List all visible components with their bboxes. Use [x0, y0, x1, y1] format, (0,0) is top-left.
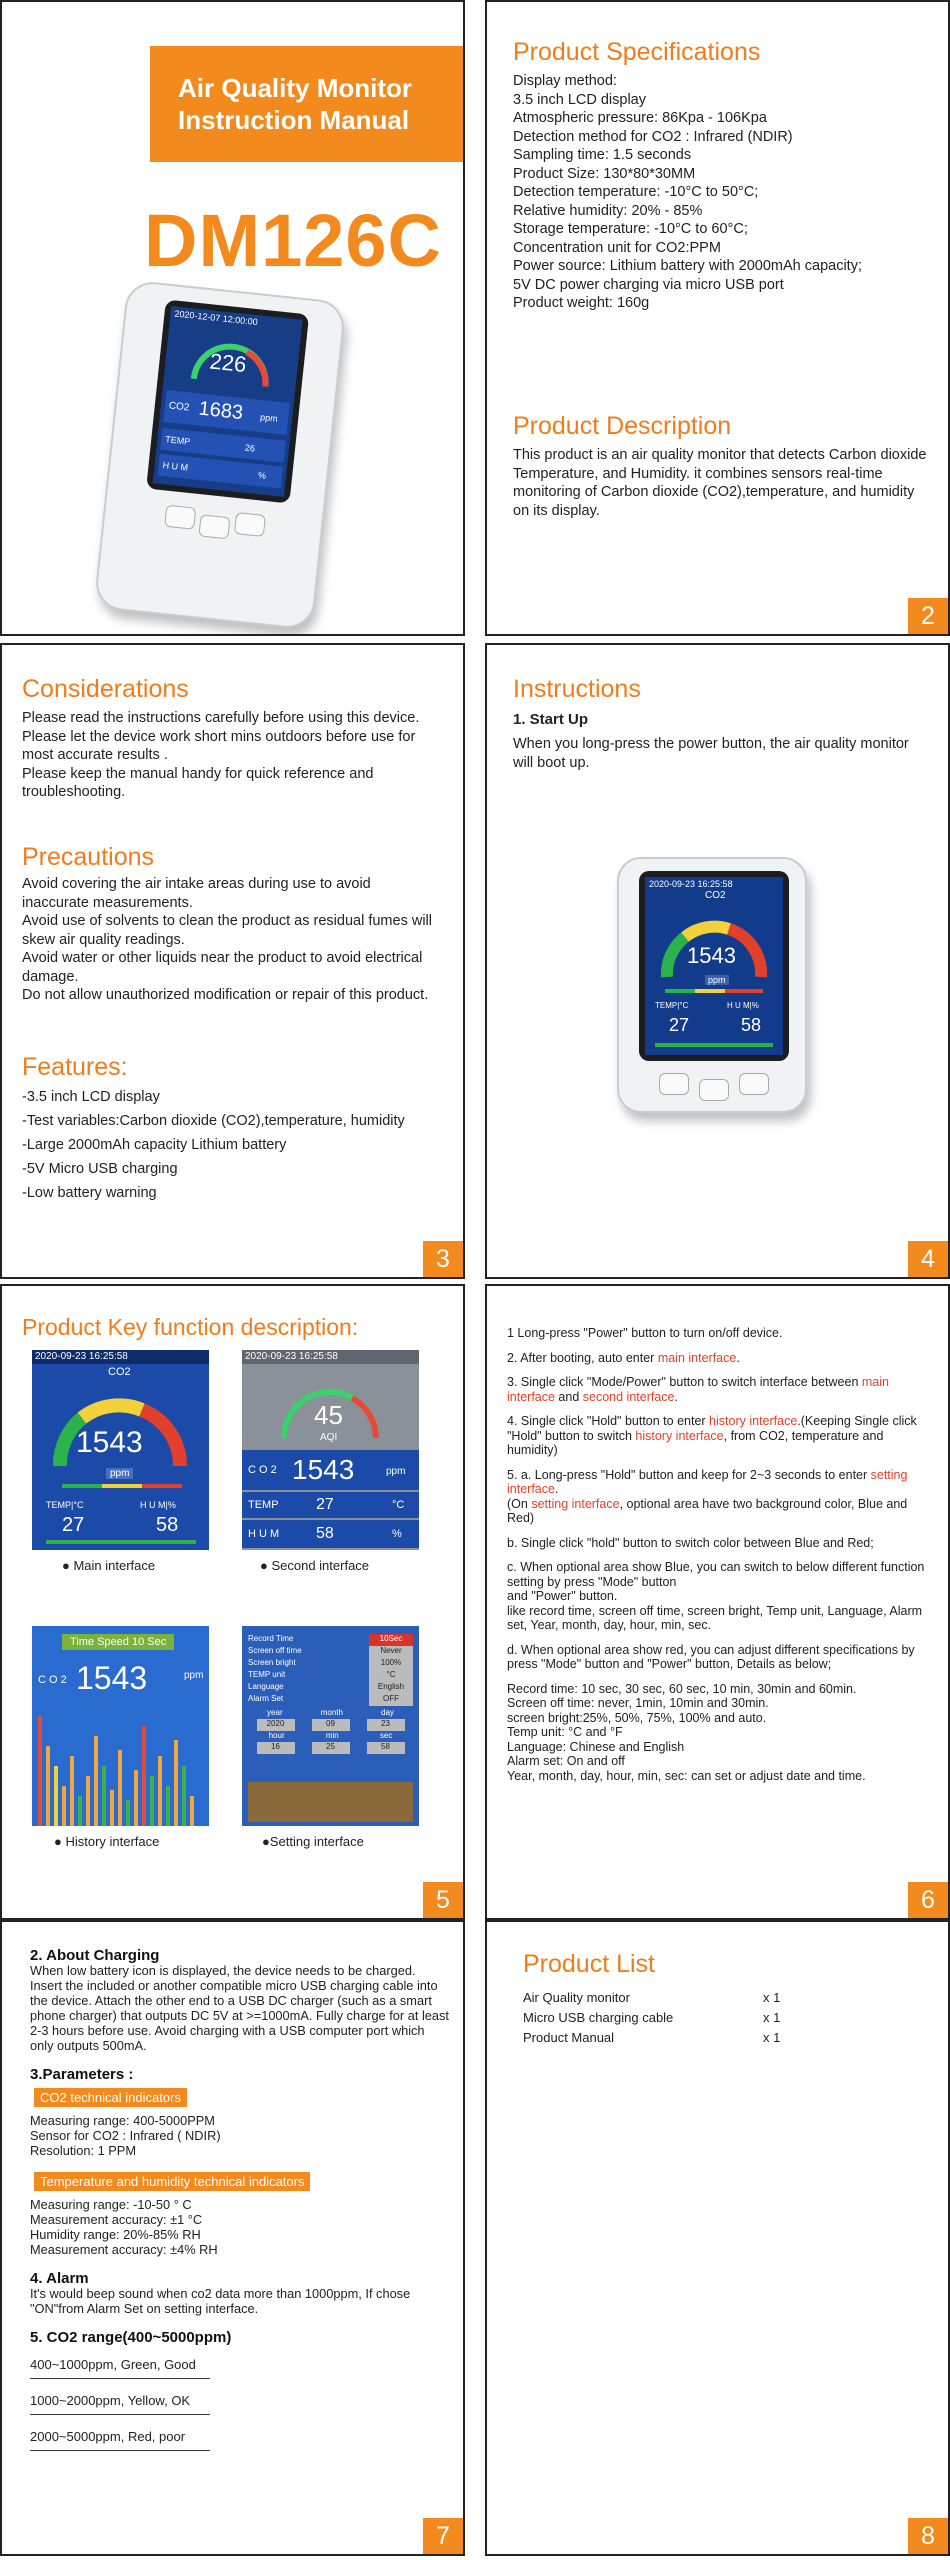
- spec-item: Relative humidity: 20% - 85%: [513, 202, 703, 219]
- device-right-button: [234, 512, 266, 537]
- highlighted-term: history interface: [709, 1414, 798, 1428]
- step-text: Record time: 10 sec, 30 sec, 60 sec, 10 min, 30min and 60min. Screen off time: never, 1min, 10min and 30min. screen bright:25%, 50%, 75%, 100% and auto. Temp unit: °C and °F Language: Chinese and English Alarm set: On and off Year, month, day, hour, min, sec: can set or adjust date and time.: [507, 1681, 866, 1783]
- device-center-button: [699, 1079, 729, 1101]
- main-co2-unit: ppm: [106, 1468, 133, 1479]
- setting-value: English: [369, 1682, 413, 1694]
- operation-step: [507, 1375, 927, 1404]
- spec-item: Detection temperature: -10°C to 50°C;: [513, 184, 759, 200]
- operation-step: [507, 1560, 927, 1633]
- setting-time-value: 16: [257, 1742, 295, 1754]
- device-co2-unit: ppm: [705, 975, 729, 985]
- step-text: , optional area have two background color, Blue and Red): [507, 1496, 908, 1525]
- operation-step: [507, 1414, 927, 1458]
- main-temp-value: 27: [62, 1514, 85, 1536]
- spec-item: Concentration unit for CO2:PPM: [513, 239, 721, 256]
- device-left-button: [659, 1073, 689, 1095]
- cover-banner: [150, 46, 465, 162]
- device-time: 2020-09-23 16:25:58: [649, 879, 733, 889]
- setting-table: [248, 1634, 413, 1754]
- features-item: -5V Micro USB charging: [22, 1161, 178, 1177]
- step-text: 2. After booting, auto enter: [507, 1350, 658, 1365]
- product-list-title: Product List: [523, 1950, 656, 1978]
- product-list-item: [523, 2028, 823, 2048]
- co2-indicators-tag: CO2 technical indicators: [34, 2088, 187, 2107]
- page-number: 8: [908, 2518, 948, 2554]
- setting-value: 100%: [369, 1658, 413, 1670]
- page-operation: [485, 1284, 950, 1920]
- setting-label: Record Time: [248, 1634, 294, 1643]
- features-item: -Low battery warning: [22, 1185, 157, 1201]
- product-qty: x 1: [763, 1990, 781, 2005]
- second-aqi-value: 45: [314, 1400, 343, 1430]
- page-number: 3: [423, 1241, 463, 1277]
- spec-item: Storage temperature: -10°C to 60°C;: [513, 221, 748, 237]
- setting-time-label: min: [325, 1731, 339, 1740]
- page-key-functions: [0, 1284, 465, 1920]
- spec-list: [513, 72, 933, 313]
- device-temp-label: TEMP|°C: [655, 1001, 689, 1010]
- second-hum-value: 58: [316, 1525, 334, 1542]
- operation-step: [507, 1326, 927, 1341]
- product-qty: x 1: [763, 2010, 781, 2025]
- second-co2-value: 1543: [292, 1454, 355, 1485]
- features-item: -3.5 inch LCD display: [22, 1089, 160, 1105]
- setting-date-value: 09: [312, 1719, 350, 1731]
- operation-steps: [507, 1326, 927, 1793]
- setting-label: Screen bright: [248, 1658, 296, 1667]
- setting-date-label: day: [381, 1708, 394, 1717]
- highlighted-term: main interface: [507, 1375, 889, 1404]
- spec-title: Product Specifications: [513, 38, 761, 66]
- setting-value: OFF: [369, 1694, 413, 1706]
- page-number: 7: [423, 2518, 463, 2554]
- history-interface-screen: [32, 1626, 209, 1826]
- main-co2-label: CO2: [108, 1366, 131, 1378]
- page-number: 4: [908, 1241, 948, 1277]
- precautions-item: Avoid covering the air intake areas during use to avoid inaccurate measurements.: [22, 876, 371, 911]
- step-text: 4. Single click "Hold" button to enter: [507, 1414, 710, 1428]
- device-hum-value: %: [257, 470, 267, 481]
- device-time: 2020-12-07 12:00:00: [174, 308, 259, 328]
- device-hum-label: H U M|%: [727, 1001, 759, 1010]
- second-temp-unit: °C: [392, 1499, 405, 1511]
- setting-date-value: 2020: [257, 1719, 295, 1731]
- operation-step: [507, 1643, 927, 1672]
- product-qty: x 1: [763, 2030, 781, 2045]
- setting-label: Screen off time: [248, 1646, 302, 1655]
- main-hum-label: H U M|%: [140, 1500, 176, 1510]
- device-co2-label: CO2: [705, 890, 726, 901]
- precautions-item: Avoid water or other liquids near the product to avoid electrical damage.: [22, 950, 423, 985]
- second-co2-label: C O 2: [248, 1464, 277, 1476]
- setting-label: Alarm Set: [248, 1694, 284, 1703]
- screen-time: 2020-09-23 16:25:58: [242, 1350, 419, 1364]
- setting-time-value: 58: [367, 1742, 405, 1754]
- device-temp-value: 26: [244, 442, 256, 454]
- considerations-item: Please let the device work short mins outdoors before use for most accurate results .: [22, 728, 416, 763]
- highlighted-term: second interface: [582, 1389, 675, 1404]
- description-title: Product Description: [513, 412, 732, 440]
- device-image: [93, 279, 346, 630]
- cover-title-line2: Instruction Manual: [178, 105, 410, 135]
- precautions-list: [22, 875, 432, 1005]
- highlighted-term: setting interface: [507, 1467, 908, 1496]
- setting-label: TEMP unit: [248, 1670, 286, 1679]
- second-temp-label: TEMP: [248, 1499, 279, 1511]
- th-param: Measurement accuracy: ±4% RH: [30, 2242, 218, 2257]
- device-hum-value: 58: [741, 1015, 762, 1035]
- step-text: 5. a. Long-press "Hold" button and keep for 2~3 seconds to enter: [507, 1467, 871, 1482]
- th-param: Measurement accuracy: ±1 °C: [30, 2212, 203, 2227]
- step-text: 1 Long-press "Power" button to turn on/off device.: [507, 1326, 783, 1340]
- history-co2-value: 1543: [76, 1660, 148, 1696]
- second-hum-label: H U M: [248, 1528, 280, 1540]
- step-text: . (On: [507, 1482, 559, 1511]
- product-list-item: [523, 1988, 823, 2008]
- main-co2-value: 1543: [76, 1426, 143, 1459]
- history-speed-label: Time Speed 10 Sec: [62, 1634, 174, 1650]
- setting-value: °C: [369, 1670, 413, 1682]
- co2-range-row: 1000~2000ppm, Yellow, OK: [30, 2387, 210, 2415]
- charging-text: When low battery icon is displayed, the device needs to be charged. Insert the included or another compatible micro USB charging cable into the device. Attach the other end to a USB DC charger (such as a smart phone charger) that outputs DC 5V at >=1000mA. Fully charge for at least 2-3 hours before use. Avoid charging with a USB computer port which only outputs 500mA.: [30, 1963, 449, 2053]
- device-image: [617, 857, 807, 1113]
- setting-help-panel: [248, 1782, 413, 1822]
- second-hum-unit: %: [392, 1528, 402, 1540]
- operation-step: [507, 1536, 927, 1551]
- setting-time-value: 25: [312, 1742, 350, 1754]
- highlighted-term: main interface: [657, 1350, 737, 1365]
- product-name: Product Manual: [523, 2030, 615, 2045]
- page-instructions: [485, 643, 950, 1279]
- features-list: [22, 1085, 432, 1205]
- second-interface-screen: [242, 1350, 419, 1550]
- second-co2-unit: ppm: [386, 1466, 406, 1477]
- co2-param: Resolution: 1 PPM: [30, 2143, 136, 2158]
- setting-interface-screen: [242, 1626, 419, 1826]
- page-number: 2: [908, 598, 948, 634]
- spec-item: Sampling time: 1.5 seconds: [513, 147, 692, 163]
- precautions-item: Avoid use of solvents to clean the product as residual fumes will skew air quality readings.: [22, 913, 432, 948]
- main-temp-label: TEMP|°C: [46, 1500, 84, 1510]
- startup-subtitle: 1. Start Up: [513, 711, 589, 728]
- considerations-list: [22, 709, 432, 802]
- history-co2-label: C O 2: [38, 1674, 67, 1686]
- spec-item: 5V DC power charging via micro USB port: [513, 276, 784, 293]
- caption-main-interface: ● Main interface: [62, 1558, 156, 1573]
- highlighted-term: history interface: [635, 1428, 724, 1443]
- main-hum-value: 58: [156, 1514, 179, 1536]
- step-text: .: [736, 1350, 740, 1365]
- history-chart: [32, 1706, 209, 1826]
- considerations-title: Considerations: [22, 675, 189, 703]
- th-param: Measuring range: -10-50 ° C: [30, 2197, 192, 2212]
- spec-item: Display method:: [513, 73, 617, 89]
- device-aqi-value: 226: [208, 348, 248, 378]
- description-text: This product is an air quality monitor that detects Carbon dioxide Temperature, and Humidity. it combines sensors real-time monitoring of Carbon dioxide (CO2),temperature, and humidity on its display.: [513, 447, 927, 519]
- screen-time: 2020-09-23 16:25:58: [32, 1350, 209, 1364]
- product-list-item: [523, 2008, 823, 2028]
- precautions-item: Do not allow unauthorized modification or repair of this product.: [22, 987, 429, 1003]
- cover-title-line1: Air Quality Monitor: [178, 73, 412, 103]
- considerations-item: Please keep the manual handy for quick reference and troubleshooting.: [22, 765, 374, 800]
- charging-title: 2. About Charging: [30, 1947, 160, 1964]
- device-co2-unit: ppm: [259, 412, 279, 424]
- second-temp-value: 27: [316, 1496, 334, 1513]
- startup-text: When you long-press the power button, the air quality monitor will boot up.: [513, 736, 909, 771]
- cover-model-name: DM126C: [144, 199, 442, 282]
- product-name: Micro USB charging cable: [523, 2010, 674, 2025]
- step-text: c. When optional area show Blue, you can switch to below different function setting by press "Mode" button and "Power" button. like record time, screen off time, screen bright, Temp unit, Language, Alarm set, Year, month, day, hour, min, sec.: [507, 1560, 925, 1632]
- step-text: and: [554, 1389, 583, 1404]
- step-text: .(Keeping Single click "Hold" button to switch: [507, 1414, 917, 1443]
- spec-item: Product weight: 160g: [513, 295, 650, 311]
- co2-param: Measuring range: 400-5000PPM: [30, 2113, 215, 2128]
- device-right-button: [739, 1073, 769, 1095]
- features-title: Features:: [22, 1053, 128, 1081]
- spec-item: Atmospheric pressure: 86Kpa - 106Kpa: [513, 110, 767, 126]
- step-text: , from CO2, temperature and humidity): [507, 1428, 884, 1457]
- main-range-bar: [32, 1484, 209, 1490]
- setting-value: 10Sec: [369, 1634, 413, 1646]
- operation-step: [507, 1351, 927, 1366]
- setting-date-label: year: [267, 1708, 283, 1717]
- page-considerations: [0, 643, 465, 1279]
- setting-value: Never: [369, 1646, 413, 1658]
- device-hum-label: H U M: [162, 460, 189, 473]
- co2-range-title: 5. CO2 range(400~5000ppm): [30, 2329, 232, 2346]
- co2-range-row: 400~1000ppm, Green, Good: [30, 2351, 210, 2379]
- co2-param: Sensor for CO2 : Infrared ( NDIR): [30, 2128, 221, 2143]
- caption-second-interface: ● Second interface: [260, 1558, 370, 1573]
- history-co2-unit: ppm: [184, 1670, 204, 1681]
- th-param: Humidity range: 20%-85% RH: [30, 2227, 201, 2242]
- caption-setting-interface: ●Setting interface: [262, 1834, 364, 1849]
- caption-history-interface: ● History interface: [54, 1834, 160, 1849]
- considerations-item: Please read the instructions carefully before using this device.: [22, 710, 420, 726]
- spec-item: Power source: Lithium battery with 2000mAh capacity;: [513, 258, 862, 274]
- co2-gauge: [645, 901, 783, 981]
- alarm-title: 4. Alarm: [30, 2270, 89, 2287]
- device-co2-value: 1683: [197, 397, 245, 425]
- co2-range-row: 2000~5000ppm, Red, poor: [30, 2423, 210, 2451]
- operation-step: [507, 1468, 927, 1526]
- setting-label: Language: [248, 1682, 284, 1691]
- alarm-text: It's would beep sound when co2 data more than 1000ppm, If chose "ON"from Alarm Set on setting interface.: [30, 2286, 411, 2316]
- co2-range-bar: [645, 989, 783, 995]
- precautions-title: Precautions: [22, 843, 155, 871]
- parameters-title: 3.Parameters :: [30, 2066, 134, 2083]
- step-text: 3. Single click "Mode/Power" button to switch interface between: [507, 1375, 862, 1389]
- page-number: 6: [908, 1882, 948, 1918]
- features-item: -Large 2000mAh capacity Lithium battery: [22, 1137, 287, 1153]
- device-left-button: [164, 505, 196, 530]
- page-cover: [0, 0, 465, 636]
- features-item: -Test variables:Carbon dioxide (CO2),temperature, humidity: [22, 1113, 405, 1129]
- second-aqi-label: AQI: [320, 1432, 338, 1443]
- operation-step: [507, 1682, 927, 1784]
- device-co2-value: 1543: [687, 943, 736, 968]
- step-text: b. Single click "hold" button to switch color between Blue and Red;: [507, 1535, 874, 1550]
- page-product-list: [485, 1920, 950, 2556]
- device-co2-label: CO2: [168, 400, 190, 414]
- spec-item: 3.5 inch LCD display: [513, 91, 646, 108]
- instructions-title: Instructions: [513, 675, 641, 703]
- device-temp-value: 27: [669, 1015, 690, 1035]
- page-specifications: [485, 0, 950, 636]
- temp-humidity-indicators-tag: Temperature and humidity technical indicators: [34, 2172, 310, 2191]
- key-functions-title: Product Key function description:: [22, 1314, 359, 1340]
- highlighted-term: setting interface: [531, 1496, 620, 1511]
- step-text: d. When optional area show red, you can adjust different specifications by press "Mode" button and "Power" button, Details as below;: [507, 1642, 915, 1671]
- product-name: Air Quality monitor: [523, 1990, 630, 2005]
- spec-item: Detection method for CO2 : Infrared (NDIR): [513, 128, 793, 145]
- setting-time-label: hour: [268, 1731, 285, 1740]
- setting-time-label: sec: [379, 1731, 393, 1740]
- device-temp-label: TEMP: [164, 434, 191, 447]
- page-charging-parameters: [0, 1920, 465, 2556]
- setting-date-value: 23: [367, 1719, 405, 1731]
- main-interface-screen: [32, 1350, 209, 1550]
- product-list: [523, 1988, 823, 2048]
- spec-item: Product Size: 130*80*30MM: [513, 165, 696, 182]
- device-center-button: [198, 514, 230, 539]
- step-text: .: [674, 1389, 678, 1404]
- setting-date-label: month: [320, 1708, 343, 1717]
- page-number: 5: [423, 1882, 463, 1918]
